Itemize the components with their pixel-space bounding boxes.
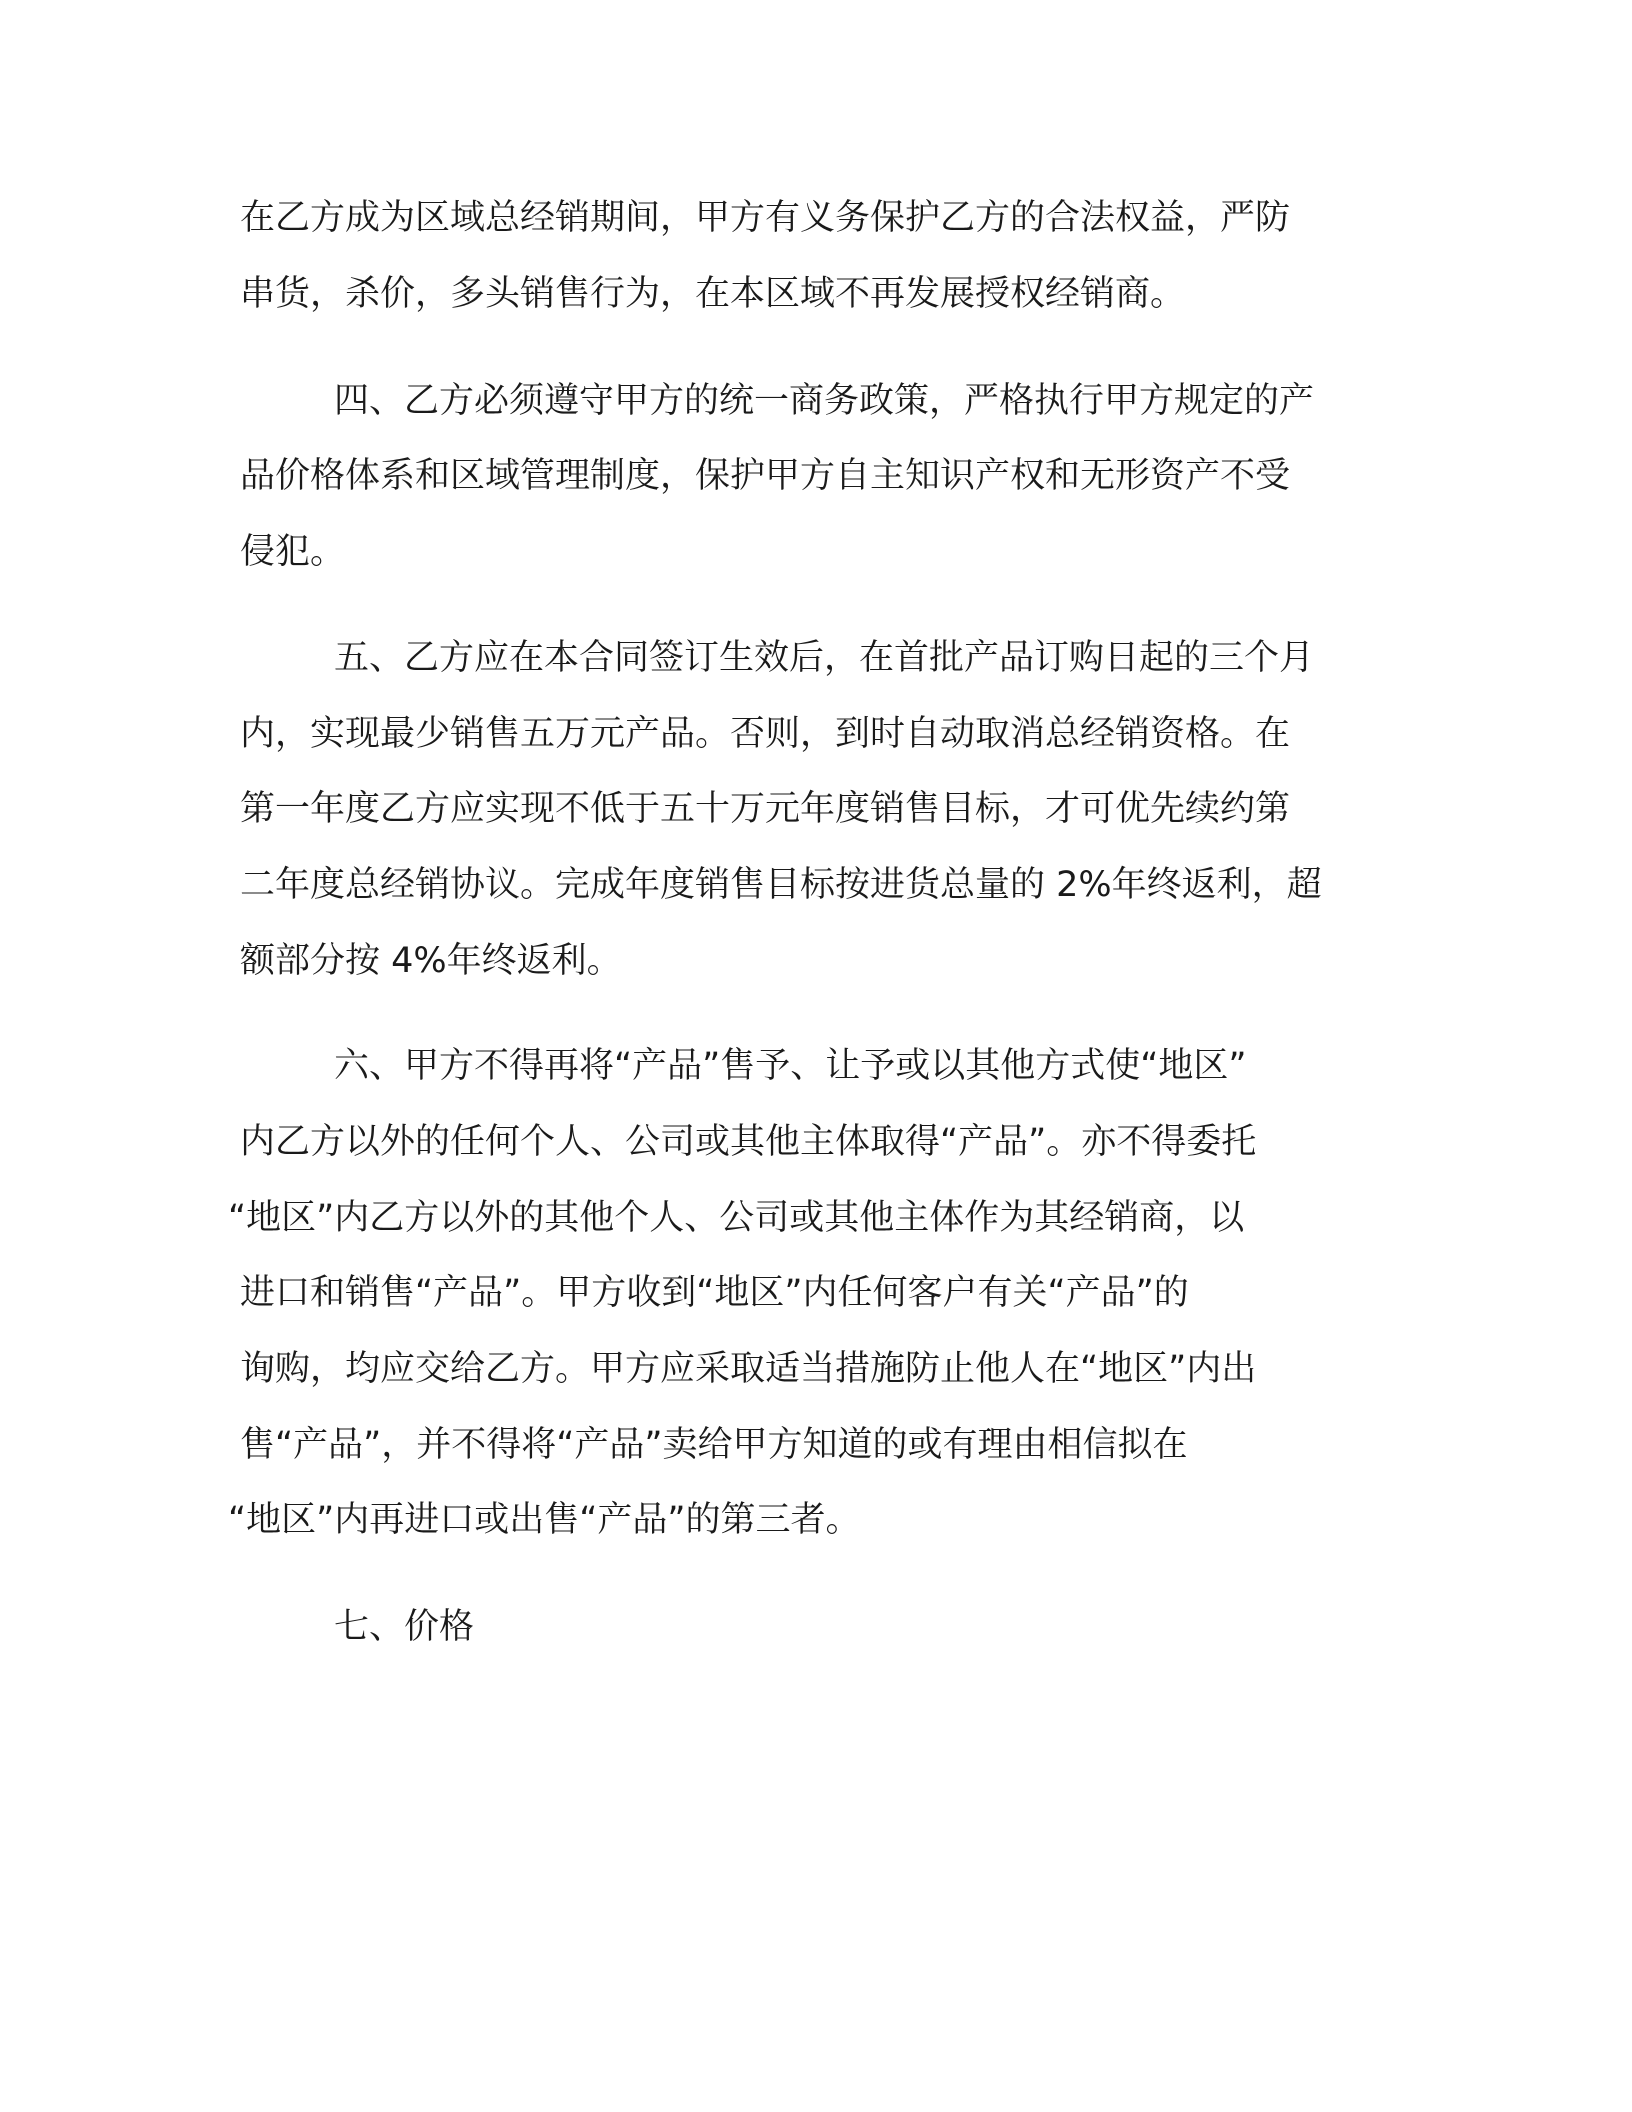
clause-6-line-3: “地区”内乙方以外的其他个人、公司或其他主体作为其经销商，以 <box>228 1198 1245 1238</box>
paragraph-1-line-1: 在乙方成为区域总经销期间，甲方有义务保护乙方的合法权益，严防 <box>240 198 1291 238</box>
clause-6-line-2: 内乙方以外的任何个人、公司或其他主体取得“产品”。亦不得委托 <box>240 1122 1257 1162</box>
clause-6-line-4: 进口和销售“产品”。甲方收到“地区”内任何客户有关“产品”的 <box>240 1273 1189 1313</box>
clause-6-line-5: 询购，均应交给乙方。甲方应采取适当措施防止他人在“地区”内出 <box>240 1349 1257 1389</box>
clause-5-line-2: 内，实现最少销售五万元产品。否则，到时自动取消总经销资格。在 <box>240 714 1291 754</box>
clause-5-line-4: 二年度总经销协议。完成年度销售目标按进货总量的 2%年终返利，超 <box>240 865 1322 905</box>
clause-7-heading: 七、价格 <box>334 1607 475 1647</box>
clause-6-line-7: “地区”内再进口或出售“产品”的第三者。 <box>228 1500 861 1540</box>
clause-5-line-1: 五、乙方应在本合同签订生效后，在首批产品订购日起的三个月 <box>334 638 1315 678</box>
clause-4-line-2: 品价格体系和区域管理制度，保护甲方自主知识产权和无形资产不受 <box>240 456 1291 496</box>
clause-6-line-1: 六、甲方不得再将“产品”售予、让予或以其他方式使“地区” <box>334 1046 1247 1086</box>
clause-6-line-6: 售“产品”，并不得将“产品”卖给甲方知道的或有理由相信拟在 <box>240 1425 1188 1465</box>
clause-4-line-3: 侵犯。 <box>240 532 346 572</box>
clause-5-line-5: 额部分按 4%年终返利。 <box>240 941 622 981</box>
clause-4-line-1: 四、乙方必须遵守甲方的统一商务政策，严格执行甲方规定的产 <box>334 381 1315 421</box>
clause-5-line-3: 第一年度乙方应实现不低于五十万元年度销售目标，才可优先续约第 <box>240 789 1291 829</box>
paragraph-1-line-2: 串货，杀价，多头销售行为，在本区域不再发展授权经销商。 <box>240 274 1186 314</box>
